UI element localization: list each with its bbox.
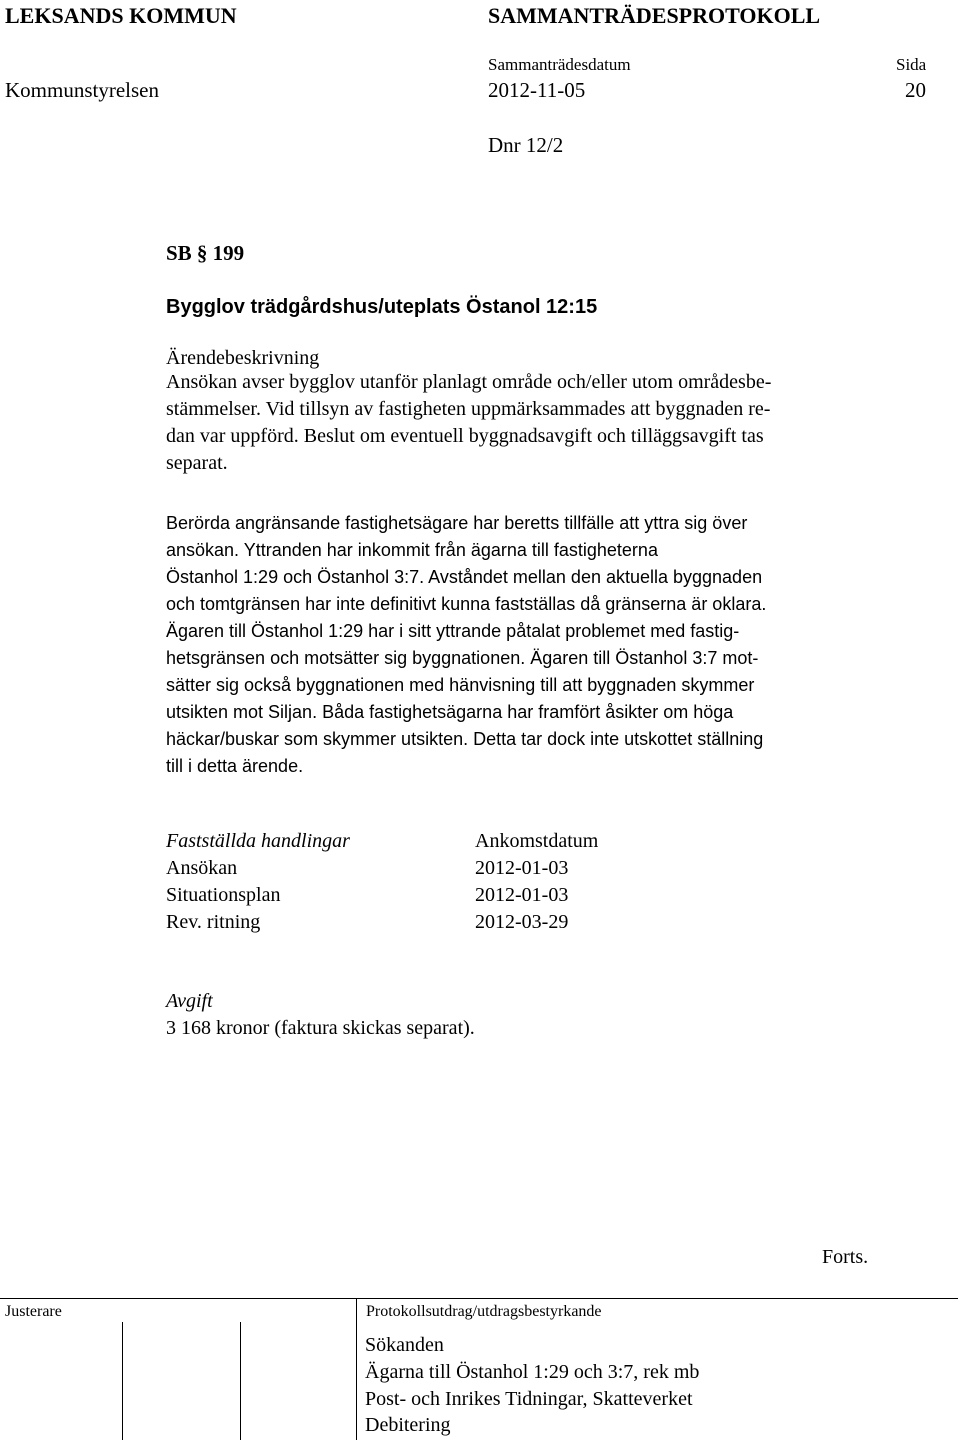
paragraph-line: ansökan. Yttranden har inkommit från ägarna till fastigheterna xyxy=(166,540,658,560)
paragraph-line: Berörda angränsande fastighetsägare har beretts tillfälle att yttra sig över xyxy=(166,513,748,533)
fee-text: 3 168 kronor (faktura skickas separat). xyxy=(166,1017,475,1039)
paragraph-line: till i detta ärende. xyxy=(166,756,304,776)
dnr: Dnr 12/2 xyxy=(488,133,564,157)
municipality-name: LEKSANDS KOMMUN xyxy=(5,3,237,28)
description-heading: Ärendebeskrivning xyxy=(166,347,320,369)
case-number: SB § 199 xyxy=(166,241,245,265)
paragraph-line: Ägaren till Östanhol 1:29 har i sitt yttrande påtalat problemet med fastig- xyxy=(166,621,740,641)
paragraph-line: Östanhol 1:29 och Östanhol 3:7. Avståndet mellan den aktuella byggnaden xyxy=(166,567,763,587)
paragraph-line: sätter sig också byggnationen med hänvisning till att byggnaden skymmer xyxy=(166,675,755,695)
documents-table xyxy=(166,828,675,936)
recipient-line: Sökanden xyxy=(365,1334,444,1356)
paragraph-line: utsikten mot Siljan. Båda fastighetsägarna har framfört åsikter om höga xyxy=(166,702,734,722)
footer-divider xyxy=(356,1298,357,1440)
table-row xyxy=(166,855,675,882)
case-title: Bygglov trädgårdshus/uteplats Östanol 12:15 xyxy=(166,296,598,318)
document-name: Rev. ritning xyxy=(166,911,261,933)
documents-header-row xyxy=(166,828,675,855)
justerare-label: Justerare xyxy=(5,1303,62,1320)
paragraph-line: och tomtgränsen har inte definitivt kunna fastställas då gränserna är oklara. xyxy=(166,594,767,614)
description-paragraph xyxy=(166,369,876,477)
column-header-document: Fastställda handlingar xyxy=(166,830,350,852)
document-date: 2012-01-03 xyxy=(475,884,569,906)
paragraph-line: hetsgränsen och motsätter sig byggnationen. Ägaren till Östanhol 3:7 mot- xyxy=(166,648,759,668)
document-name: Situationsplan xyxy=(166,884,281,906)
table-row xyxy=(166,909,675,936)
document-date: 2012-03-29 xyxy=(475,911,569,933)
footer-top-rule xyxy=(0,1298,958,1299)
paragraph-line: Ansökan avser bygglov utanför planlagt område och/eller utom områdesbe- xyxy=(166,371,772,393)
table-row xyxy=(166,882,675,909)
signature-box-divider xyxy=(122,1322,123,1440)
protocol-title: SAMMANTRÄDESPROTOKOLL xyxy=(488,3,821,28)
continued-marker: Forts. xyxy=(822,1246,869,1268)
column-header-date: Ankomstdatum xyxy=(475,830,599,852)
meeting-date: 2012-11-05 xyxy=(488,78,586,102)
page-number: 20 xyxy=(905,78,926,102)
paragraph-line: stämmelser. Vid tillsyn av fastigheten uppmärksammades att byggnaden re- xyxy=(166,398,771,420)
document-name: Ansökan xyxy=(166,857,238,879)
date-label: Sammanträdesdatum xyxy=(488,55,631,74)
paragraph-line: dan var uppförd. Beslut om eventuell byggnadsavgift och tilläggsavgift tas xyxy=(166,425,764,447)
paragraph-line: separat. xyxy=(166,452,228,474)
board-name: Kommunstyrelsen xyxy=(5,78,159,102)
fee-heading: Avgift xyxy=(166,990,213,1012)
document-date: 2012-01-03 xyxy=(475,857,569,879)
extract-label: Protokollsutdrag/utdragsbestyrkande xyxy=(366,1303,602,1320)
page-label: Sida xyxy=(896,55,927,74)
signature-box-divider xyxy=(240,1322,241,1440)
neighbors-paragraph xyxy=(166,510,876,780)
recipient-line: Ägarna till Östanhol 1:29 och 3:7, rek mb xyxy=(365,1361,700,1383)
recipient-line: Post- och Inrikes Tidningar, Skatteverket xyxy=(365,1388,693,1410)
recipient-line: Debitering xyxy=(365,1414,451,1436)
paragraph-line: häckar/buskar som skymmer utsikten. Detta tar dock inte utskottet ställning xyxy=(166,729,764,749)
